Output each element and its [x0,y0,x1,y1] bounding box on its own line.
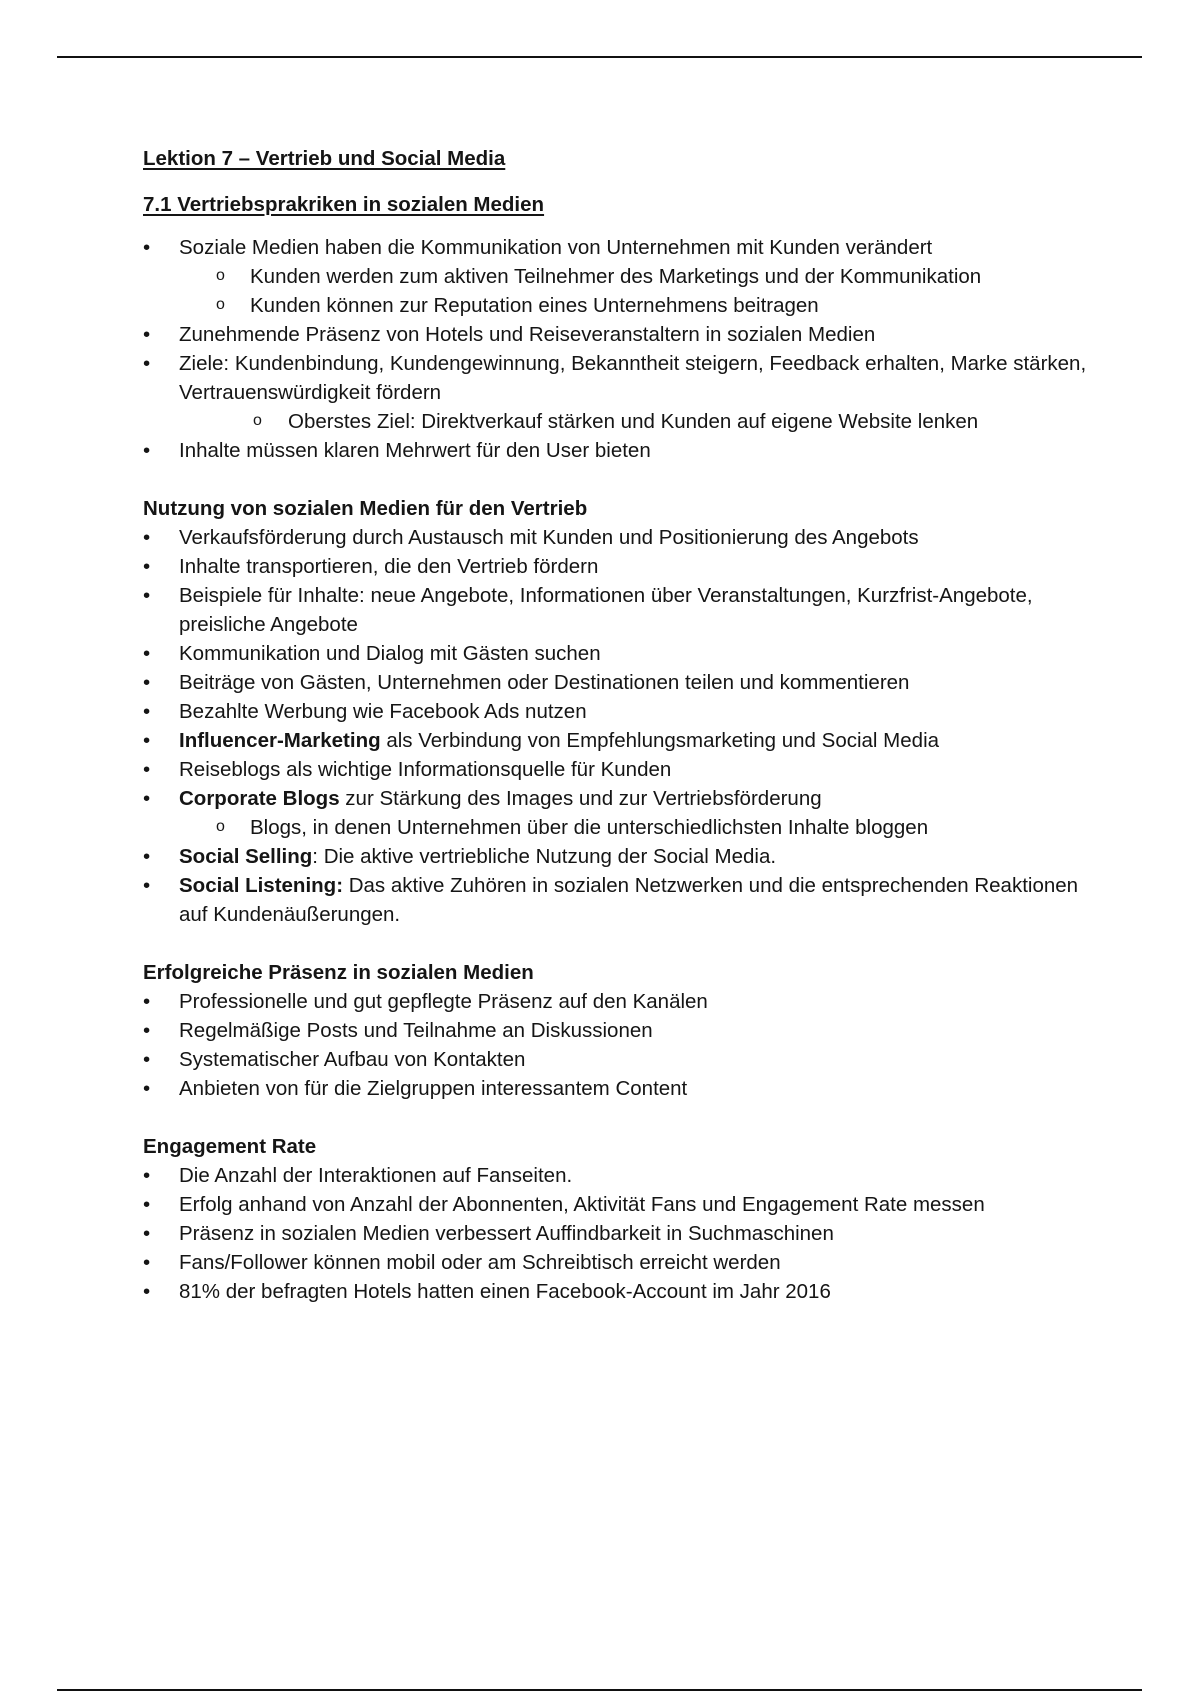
bullet-text: Reiseblogs als wichtige Informationsquelle für Kunden [179,758,672,781]
bullet-text: zur Stärkung des Images und zur Vertriebsförderung [339,787,822,810]
block-heading: Engagement Rate [143,1135,317,1158]
bullet-item [143,639,1103,668]
bullet-text: als Verbindung von Empfehlungsmarketing und Social Media [380,729,940,752]
bullet-item [143,784,1103,813]
bullet-item [143,436,1103,465]
bullet-text: Das aktive Zuhören in sozialen Netzwerken und die entsprechenden Reaktionen auf Kundenäußerungen. [179,874,1079,926]
bullet-text: Systematischer Aufbau von Kontakten [179,1048,526,1071]
bullet-text: Erfolg anhand von Anzahl der Abonnenten, Aktivität Fans und Engagement Rate messen [179,1193,985,1216]
sub-bullet-item [143,813,1103,842]
bullet-item [143,552,1103,581]
bold-term: Social Listening: [179,874,344,897]
block-heading: Erfolgreiche Präsenz in sozialen Medien [143,961,534,984]
bullet-text: Präsenz in sozialen Medien verbessert Auffindbarkeit in Suchmaschinen [179,1222,834,1245]
content-blocks [143,465,1103,1306]
bullet-text: Verkaufsförderung durch Austausch mit Kunden und Positionierung des Angebots [179,526,919,549]
bullet-item [143,871,1103,929]
bullet-item [143,1219,1103,1248]
bullet-item [143,726,1103,755]
spacer [143,929,1103,958]
bullet-item [143,755,1103,784]
bullet-text: Kunden werden zum aktiven Teilnehmer des Marketings und der Kommunikation [250,265,982,288]
spacer [143,1103,1103,1132]
bullet-item [143,581,1103,639]
block-bullet-list [143,987,1103,1103]
bullet-text: Soziale Medien haben die Kommunikation von Unternehmen mit Kunden verändert [179,236,933,259]
bullet-item [143,1016,1103,1045]
bullet-text: Zunehmende Präsenz von Hotels und Reiseveranstaltern in sozialen Medien [179,323,876,346]
bold-term: Social Selling [179,845,313,868]
bullet-text: 81% der befragten Hotels hatten einen Facebook-Account im Jahr 2016 [179,1280,831,1303]
bullet-item [143,1190,1103,1219]
page-title: Lektion 7 – Vertrieb und Social Media [143,147,506,170]
document-body [143,144,1103,1306]
bullet-text: Bezahlte Werbung wie Facebook Ads nutzen [179,700,587,723]
bullet-item [143,987,1103,1016]
bullet-item [143,668,1103,697]
bullet-text: Regelmäßige Posts und Teilnahme an Diskussionen [179,1019,653,1042]
bullet-item [143,1277,1103,1306]
section-title: 7.1 Vertriebsprakriken in sozialen Medien [143,193,545,216]
sub-bullet-item [143,407,1103,436]
bullet-text: Fans/Follower können mobil oder am Schreibtisch erreicht werden [179,1251,781,1274]
bullet-item [143,842,1103,871]
bottom-rule [57,1689,1142,1691]
top-rule [57,56,1142,58]
block-heading: Nutzung von sozialen Medien für den Vertrieb [143,497,588,520]
bullet-text: Ziele: Kundenbindung, Kundengewinnung, Bekanntheit steigern, Feedback erhalten, Marke stärken, Vertrauenswürdigkeit fördern [179,352,1087,404]
sub-bullet-item [143,262,1103,291]
bold-term: Influencer-Marketing [179,729,381,752]
sub-bullet-item [143,291,1103,320]
bullet-text: Beiträge von Gästen, Unternehmen oder Destinationen teilen und kommentieren [179,671,910,694]
bullet-text: Die Anzahl der Interaktionen auf Fanseiten. [179,1164,573,1187]
bullet-text: Inhalte müssen klaren Mehrwert für den User bieten [179,439,651,462]
bullet-item [143,349,1103,407]
spacer [143,465,1103,494]
bullet-text: Kommunikation und Dialog mit Gästen suchen [179,642,601,665]
bullet-item [143,1248,1103,1277]
bullet-item [143,1074,1103,1103]
block-bullet-list [143,523,1103,929]
bold-term: Corporate Blogs [179,787,340,810]
bullet-item [143,320,1103,349]
bullet-item [143,233,1103,262]
bullet-text: Blogs, in denen Unternehmen über die unterschiedlichsten Inhalte bloggen [250,816,929,839]
bullet-item [143,1161,1103,1190]
bullet-item [143,1045,1103,1074]
bullet-text: Beispiele für Inhalte: neue Angebote, Informationen über Veranstaltungen, Kurzfrist-Angebote, preisliche Angebote [179,584,1033,636]
bullet-text: Kunden können zur Reputation eines Unternehmens beitragen [250,294,819,317]
bullet-text: Inhalte transportieren, die den Vertrieb fördern [179,555,599,578]
bullet-text: Oberstes Ziel: Direktverkauf stärken und Kunden auf eigene Website lenken [288,410,979,433]
block-bullet-list [143,1161,1103,1306]
bullet-text: Professionelle und gut gepflegte Präsenz auf den Kanälen [179,990,708,1013]
bullet-text: Anbieten von für die Zielgruppen interessantem Content [179,1077,688,1100]
bullet-text: : Die aktive vertriebliche Nutzung der Social Media. [312,845,777,868]
section-bullet-list [143,233,1103,465]
bullet-item [143,697,1103,726]
bullet-item [143,523,1103,552]
